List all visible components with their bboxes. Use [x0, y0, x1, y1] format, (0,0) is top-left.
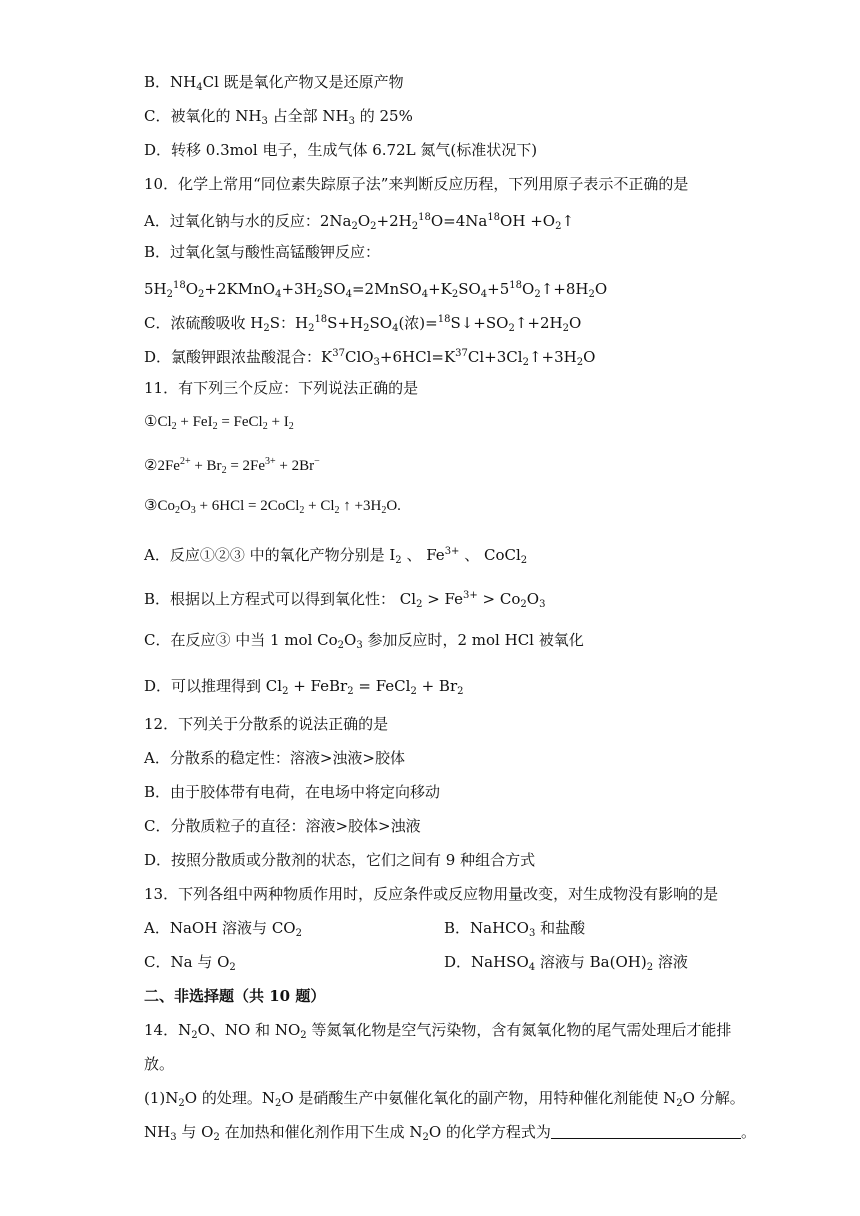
q12-option-a: A．分散系的稳定性：溶液>浊液>胶体	[144, 749, 405, 767]
q12-option-b: B．由于胶体带有电荷，在电场中将定向移动	[144, 783, 441, 801]
q9-option-d: D．转移 0.3mol 电子，生成气体 6.72L 氮气(标准状况下)	[144, 141, 538, 159]
q13-option-a: A．NaOH 溶液与 $CO_2$	[144, 919, 302, 939]
q11-reaction-2: $②2Fe^{2+} + Br_2 = 2Fe^{3+} + 2Br^-$	[144, 456, 320, 476]
q14-stem-line2: 放。	[144, 1055, 175, 1073]
q14-part1-line2: $NH_3$ 与 $O_2$ 在加热和催化剂作用下生成 $N_2O$ 的化学方程式为 。	[144, 1123, 756, 1143]
q11-stem: 11．有下列三个反应：下列说法正确的是	[144, 379, 419, 397]
q10-option-b-label: B．过氧化氢与酸性高锰酸钾反应：	[144, 243, 381, 261]
q13-option-d: D．NaHSO$_4$ 溶液与 $Ba(OH)_2$ 溶液	[444, 953, 688, 973]
q13-option-c: C．Na 与 $O_2$	[144, 953, 236, 973]
q11-option-a: A．反应①②③ 中的氧化产物分别是 $I_2$ 、 $Fe^{3+}$ 、 CoCl$_2$	[144, 546, 528, 566]
q11-option-c: C．在反应③ 中当 1 mol $Co_2O_3$ 参加反应时，2 mol HCl 被氧化	[144, 631, 584, 651]
q11-reaction-3: $③Co_2O_3 + 6HCl$ = 2CoCl$_2$ + $Cl_2$ ↑ $+3H_2O$.	[144, 498, 401, 516]
section-heading: 二、非选择题（共 10 题）	[144, 987, 326, 1005]
q11-reaction-1: $①Cl_2 + FeI_2$ = FeCl$_2$ + $I_2$	[144, 414, 294, 432]
q12-option-c: C．分散质粒子的直径：溶液>胶体>浊液	[144, 817, 421, 835]
q9-option-c: C．被氧化的 $NH_3$ 占全部 $NH_3$ 的 25%	[144, 107, 413, 127]
q10-stem: 10．化学上常用“同位素失踪原子法”来判断反应历程，下列用原子表示不正确的是	[144, 175, 689, 193]
q11-option-b: B．根据以上方程式可以得到氧化性： $Cl_2 > Fe^{3+} > Co_2O_3$	[144, 590, 546, 610]
q9-option-b: B．$NH_4Cl$ 既是氧化产物又是还原产物	[144, 73, 404, 93]
q10-option-b-equation: $5H_2^{18}O_2+2KMnO_4+3H_2SO_4=2MnSO_4+K_2SO_4+5^{18}O_2↑+8H_2O$	[144, 280, 608, 300]
q13-option-b: B．NaHCO$_3$ 和盐酸	[444, 919, 586, 939]
q11-option-d: D．可以推理得到 $Cl_2$ + FeBr$_2$ = FeCl$_2$ + $Br_2$	[144, 677, 464, 697]
answer-blank[interactable]	[551, 1124, 741, 1139]
q10-option-c: C．浓硫酸吸收 $H_2S$：$H_2^{18}S+H_2SO_4$(浓)$=^{18}S↓+SO_2↑+2H_2O$	[144, 314, 582, 334]
q12-stem: 12．下列关于分散系的说法正确的是	[144, 715, 389, 733]
q14-stem-line1: 14．$N_2O$、NO 和 $NO_2$ 等氮氧化物是空气污染物，含有氮氧化物的尾气需处理后才能排	[144, 1021, 732, 1041]
q14-part1-line1: $(1)N_2O$ 的处理。$N_2O$ 是硝酸生产中氨催化氧化的副产物，用特种催化剂能使 $N_2O$ 分解。	[144, 1089, 745, 1109]
q13-stem: 13．下列各组中两种物质作用时，反应条件或反应物用量改变，对生成物没有影响的是	[144, 885, 719, 903]
q10-option-a: A．过氧化钠与水的反应：$2Na_2O_2+2H_2^{18}O=4Na^{18}OH$ $+O_2↑$	[144, 212, 575, 232]
q12-option-d: D．按照分散质或分散剂的状态，它们之间有 9 种组合方式	[144, 851, 536, 869]
q10-option-d: D．氯酸钾跟浓盐酸混合：$K^{37}ClO_3+6HCl=K^{37}Cl+3Cl_2↑+3H_2O$	[144, 348, 596, 368]
